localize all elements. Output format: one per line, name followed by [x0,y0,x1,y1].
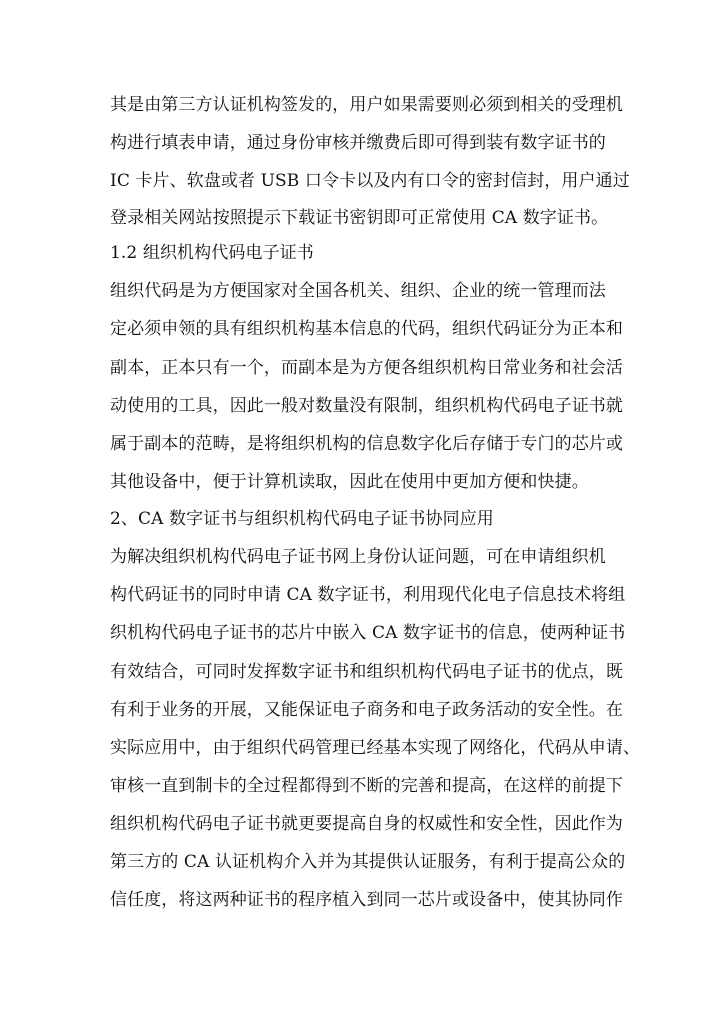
paragraph-line: 组织机构代码电子证书就更要提高自身的权威性和安全性，因此作为 [110,814,623,834]
paragraph-line: 信任度，将这两种证书的程序植入到同一芯片或设备中，使其协同作 [110,890,623,910]
paragraph-line: 织机构代码电子证书的芯片中嵌入 CA 数字证书的信息，使两种证书 [110,623,626,643]
paragraph-line: 有利于业务的开展，又能保证电子商务和电子政务活动的安全性。在 [110,700,623,720]
paragraph-line: 登录相关网站按照提示下载证书密钥即可正常使用 CA 数字证书。 [110,208,609,228]
paragraph-line: 有效结合，可同时发挥数字证书和组织机构代码电子证书的优点，既 [110,662,623,682]
paragraph-line: 动使用的工具，因此一般对数量没有限制，组织机构代码电子证书就 [110,396,623,416]
paragraph-line: IC 卡片、软盘或者 USB 口令卡以及内有口令的密封信封，用户通过 [110,171,630,191]
paragraph-line: 副本，正本只有一个，而副本是为方便各组织机构日常业务和社会活 [110,358,623,378]
paragraph-line: 第三方的 CA 认证机构介入并为其提供认证服务，有利于提高公众的 [110,852,626,872]
paragraph-line: 构进行填表申请，通过身份审核并缴费后即可得到装有数字证书的 [110,133,606,153]
section-heading: 1.2 组织机构代码电子证书 [110,243,314,263]
paragraph-line: 属于副本的范畴，是将组织机构的信息数字化后存储于专门的芯片或 [110,434,623,454]
paragraph-line: 其他设备中，便于计算机读取，因此在使用中更加方便和快捷。 [110,472,589,492]
paragraph-line: 组织代码是为方便国家对全国各机关、组织、企业的统一管理而法 [110,281,606,301]
paragraph-line: 构代码证书的同时申请 CA 数字证书，利用现代化电子信息技术将组 [110,585,626,605]
paragraph-line: 定必须申领的具有组织机构基本信息的代码，组织代码证分为正本和 [110,319,623,339]
paragraph-line: 其是由第三方认证机构签发的，用户如果需要则必须到相关的受理机 [110,95,623,115]
section-heading: 2、CA 数字证书与组织机构代码电子证书协同应用 [110,509,494,529]
paragraph-line: 审核一直到制卡的全过程都得到不断的完善和提高，在这样的前提下 [110,776,623,796]
paragraph-line: 实际应用中，由于组织代码管理已经基本实现了网络化，代码从申请、 [110,738,641,758]
paragraph-line: 为解决组织机构代码电子证书网上身份认证问题，可在申请组织机 [110,547,606,567]
